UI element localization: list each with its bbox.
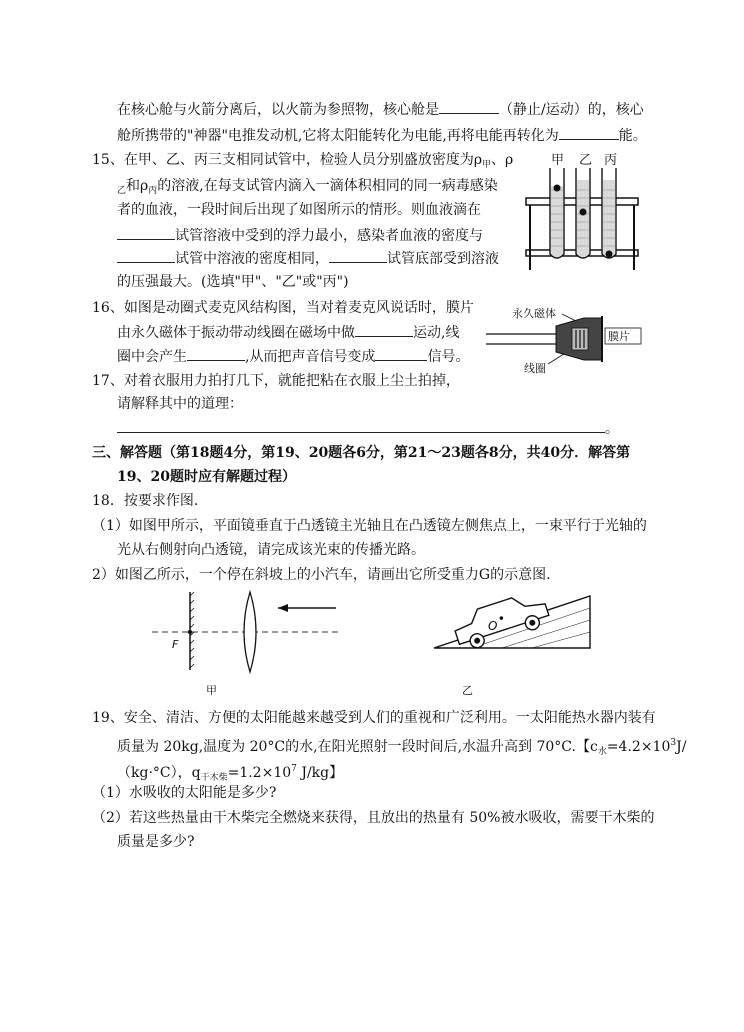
q16-line-2 — [117, 322, 459, 343]
q18-part1-line1: （1）如图甲所示，平面镜垂直于凸透镜主光轴且在凸透镜左侧焦点上，一束平行于光轴的 — [92, 518, 647, 534]
text: 舱所携带的"神器"电推发动机,它将太阳能转化为电能,再将电能再转化为 — [117, 128, 559, 144]
text: J/ — [676, 739, 687, 755]
answer-blank[interactable] — [355, 322, 413, 337]
intro-line-1 — [117, 99, 644, 120]
text: 能。 — [618, 128, 647, 144]
subscript: 丙 — [148, 186, 158, 196]
tube-label-yi: 乙 — [579, 153, 593, 168]
tube-bing — [602, 168, 616, 258]
text: 运动,线 — [413, 325, 460, 341]
focus-label: F — [172, 638, 179, 651]
q15-line-2 — [117, 176, 498, 201]
q18-part2: 2）如图乙所示，一个停在斜坡上的小汽车，请画出它所受重力G的示意图. — [92, 567, 551, 583]
text: =1.2×10 — [227, 765, 292, 781]
subscript: 甲 — [482, 160, 492, 170]
q15-line-5 — [117, 248, 499, 269]
q19-line-2 — [117, 733, 686, 762]
intro-line-2 — [117, 125, 647, 146]
figure-yi-label: 乙 — [462, 684, 473, 697]
blood-drop-bing — [606, 251, 613, 258]
figure-jia-label: 甲 — [206, 684, 217, 697]
q19-part2-line1: （2）若这些热量由干木柴完全燃烧来获得，且放出的热量有 50%被水吸收，需要干木柴的 — [92, 810, 655, 826]
section-3-heading-cont: 19、20题时应有解题过程） — [117, 469, 296, 485]
text: 的溶液,在每支试管内滴入一滴体积相同的同一病毒感染 — [157, 178, 498, 194]
text: 和ρ — [126, 178, 149, 194]
superscript: 3 — [670, 738, 677, 748]
text: 质量为 20kg,温度为 20°C的水,在阳光照射一段时间后,水温升高到 70°C.【c — [117, 739, 598, 755]
ray-arrow-icon — [278, 604, 288, 612]
coil-label: 线圈 — [524, 362, 546, 375]
q15-line-6: 的压强最大。(选填"甲"、"乙"或"丙") — [117, 274, 349, 290]
q18-part1-line2: 光从右侧射向凸透镜，请完成该光束的传播光路。 — [117, 542, 425, 558]
text: 试管中溶液的密度相同， — [175, 251, 329, 267]
text: （静止/运动）的，核心 — [499, 102, 644, 118]
section-3-heading: 三、解答题（第18题4分，第19、20题各6分，第21～23题各8分，共40分．解答第 — [92, 445, 631, 461]
q15-line-1 — [92, 150, 513, 175]
film-label: 膜片 — [608, 330, 630, 343]
lens-mirror-figure — [150, 588, 340, 700]
text: 试管溶液中受到的浮力最小，感染者血液的密度与 — [175, 228, 483, 244]
tube-yi — [576, 168, 590, 258]
answer-blank[interactable] — [439, 99, 499, 114]
text: J/kg】 — [296, 765, 344, 781]
convex-lens — [244, 592, 256, 672]
q16-line-1: 16、如图是动圈式麦克风结构图，当对着麦克风说话时，膜片 — [92, 300, 474, 316]
answer-blank[interactable] — [117, 248, 175, 263]
answer-blank[interactable] — [117, 418, 605, 433]
text: （kg·°C），q — [117, 765, 201, 781]
tube-jia — [550, 168, 564, 258]
text: 在核心舱与火箭分离后，以火箭为参照物，核心舱是 — [117, 102, 439, 118]
q15-line-3: 者的血液，一段时间后出现了如图所示的情形。则血液滴在 — [117, 202, 481, 218]
answer-blank[interactable] — [375, 346, 427, 361]
tube-label-jia: 甲 — [551, 153, 565, 168]
tube-label-bing: 丙 — [604, 153, 618, 168]
car-slope-figure — [432, 590, 612, 700]
text: 由永久磁体于振动带动线圈在磁场中做 — [117, 325, 355, 341]
q19-line-1: 19、安全、清洁、方便的太阳能越来越受到人们的重视和广泛利用。一太阳能热水器内装有 — [92, 710, 656, 726]
q19-part2-line2: 质量是多少? — [117, 834, 195, 850]
text: 、ρ — [491, 152, 514, 168]
subscript: 乙 — [117, 186, 127, 196]
text: 圈中会产生 — [117, 349, 187, 365]
answer-blank[interactable] — [117, 225, 175, 240]
text: 试管底部受到溶液 — [387, 251, 499, 267]
text: 信号。 — [427, 349, 470, 365]
text: 15、在甲、乙、丙三支相同试管中，检验人员分别盛放密度为ρ — [92, 152, 483, 168]
q17-line-2: 请解释其中的道理： — [117, 396, 243, 412]
q16-line-3 — [117, 346, 469, 367]
subscript: 水 — [597, 747, 607, 757]
focal-point — [188, 630, 192, 634]
blood-drop-yi — [580, 209, 587, 216]
answer-blank[interactable] — [187, 346, 245, 361]
text: 。 — [605, 421, 619, 437]
center-label: O — [488, 619, 498, 633]
q17-line-1: 17、对着衣服用力拍打几下，就能把粘在衣服上尘土拍掉， — [92, 373, 460, 389]
answer-blank[interactable] — [559, 125, 619, 140]
answer-blank[interactable] — [329, 248, 387, 263]
superscript: 7 — [291, 764, 297, 774]
microphone-figure — [484, 300, 644, 380]
text: =4.2×10 — [606, 739, 671, 755]
magnet-label: 永久磁体 — [512, 307, 556, 320]
test-tube-figure — [524, 150, 642, 272]
q15-line-4 — [117, 225, 483, 246]
q18-title: 18．按要求作图. — [92, 493, 199, 509]
q17-answer-line — [117, 418, 619, 439]
text: ,从而把声音信号变成 — [245, 349, 376, 365]
subscript: 干木柴 — [200, 773, 228, 783]
q19-part1: （1）水吸收的太阳能是多少? — [92, 785, 277, 801]
blood-drop-jia — [554, 185, 561, 192]
